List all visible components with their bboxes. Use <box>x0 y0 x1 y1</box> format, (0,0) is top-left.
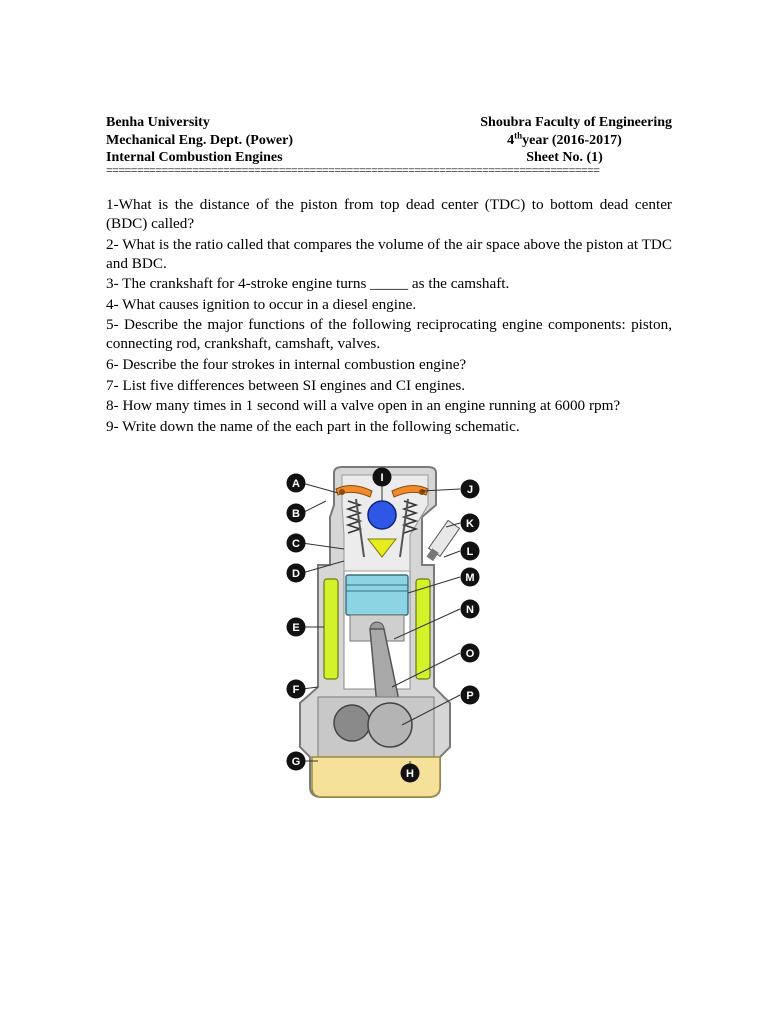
label-c <box>287 534 306 553</box>
svg-text:C: C <box>292 538 300 550</box>
label-n <box>461 600 480 619</box>
question-6: 6- Describe the four strokes in internal combustion engine? <box>106 355 467 373</box>
question-5: 5- Describe the major functions of the following reciprocating engine components: piston, connecting rod, crankshaft, camshaft, valves. <box>106 316 672 353</box>
label-h <box>401 764 420 783</box>
question-1: 1-What is the distance of the piston from top dead center (TDC) to bottom dead center (BDC) called? <box>106 196 672 232</box>
piston <box>346 575 408 615</box>
water-jacket-right <box>416 579 430 679</box>
question-9: 9- Write down the name of the each part in the following schematic. <box>106 417 520 435</box>
question-list <box>106 195 672 437</box>
svg-text:A: A <box>292 478 300 490</box>
engine-schematic <box>282 465 488 810</box>
label-d <box>287 564 306 583</box>
rocker-pivot-left <box>339 489 345 495</box>
label-f <box>287 680 306 699</box>
label-m <box>461 568 480 587</box>
svg-text:G: G <box>291 756 301 768</box>
svg-text:K: K <box>466 518 474 530</box>
label-g <box>287 752 306 771</box>
label-j <box>461 480 480 499</box>
spark-plug <box>424 520 460 562</box>
crankshaft-journal <box>368 703 412 747</box>
question-2: 2- What is the ratio called that compares the volume of the air space above the piston at TDC and BDC. <box>106 235 672 272</box>
svg-text:L: L <box>466 546 474 558</box>
svg-text:I: I <box>380 472 384 484</box>
label-k <box>461 514 480 533</box>
sheet-number: Sheet No. (1) <box>526 150 603 165</box>
svg-text:E: E <box>292 622 300 634</box>
svg-text:P: P <box>466 690 474 702</box>
department-name: Mechanical Eng. Dept. (Power) <box>106 132 294 148</box>
svg-text:M: M <box>465 572 475 584</box>
camshaft <box>368 501 396 529</box>
crankshaft-counterweight <box>334 705 370 741</box>
label-l <box>461 542 480 561</box>
oil-sump <box>312 757 440 797</box>
rocker-pivot-right <box>419 489 425 495</box>
water-jacket-left <box>324 579 338 679</box>
label-e <box>287 618 306 637</box>
faculty-name: Shoubra Faculty of Engineering <box>480 115 672 130</box>
svg-text:F: F <box>292 684 300 696</box>
course-name: Internal Combustion Engines <box>106 150 283 165</box>
header-row-1 <box>106 114 672 132</box>
label-o <box>461 644 480 663</box>
header-row-2 <box>106 129 672 150</box>
separator-line: ================================================================================ <box>106 164 600 176</box>
engine-schematic-drawing <box>282 465 488 810</box>
svg-text:N: N <box>466 604 474 616</box>
svg-text:D: D <box>292 568 300 580</box>
label-p <box>461 686 480 705</box>
svg-text:O: O <box>465 648 475 660</box>
label-a <box>287 474 306 493</box>
svg-text:B: B <box>292 508 300 520</box>
label-i <box>373 468 392 487</box>
question-3: 3- The crankshaft for 4-stroke engine turns _____ as the camshaft. <box>106 275 510 293</box>
university-name: Benha University <box>106 115 210 130</box>
document-header <box>106 114 672 167</box>
label-b <box>287 504 306 523</box>
svg-text:H: H <box>406 768 414 780</box>
question-4: 4- What causes ignition to occur in a diesel engine. <box>106 295 417 313</box>
academic-year: 4thyear (2016-2017) <box>507 129 622 148</box>
svg-text:J: J <box>466 484 474 496</box>
question-7: 7- List five differences between SI engines and CI engines. <box>106 376 466 394</box>
question-8: 8- How many times in 1 second will a valve open in an engine running at 6000 rpm? <box>106 397 621 415</box>
